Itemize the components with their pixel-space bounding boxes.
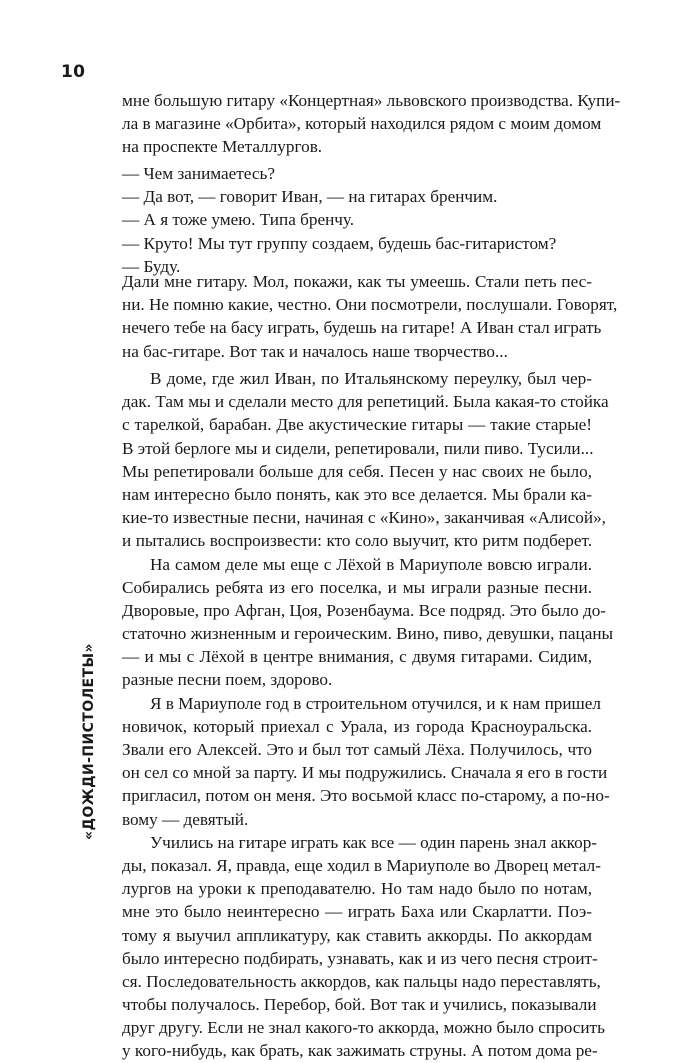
text-line: с тарелкой, барабан. Две акустические гитары — такие старые! — [122, 415, 592, 435]
text-line: Мы репетировали больше для себя. Песен у нас своих не было, — [122, 461, 592, 481]
text-line: кие-то известные песни, начиная с «Кино», заканчивая «Алисой», — [122, 508, 606, 528]
text-line: пригласил, потом он меня. Это восьмой класс по-старому, а по-но- — [122, 786, 610, 806]
text-line: у кого-нибудь, как брать, как зажимать струны. А потом дома ре- — [122, 1041, 598, 1061]
dialogue-line: — Чем занимаетесь? — [122, 164, 275, 183]
text-line: новичок, который приехал с Урала, из города Красноуральска. — [122, 716, 592, 736]
text-line: нечего тебе на басу играть, будешь на гитаре! А Иван стал играть — [122, 318, 602, 338]
text-line: Учились на гитаре играть как все — один парень знал аккор- — [150, 832, 598, 852]
text-line: и пытались воспроизвести: кто соло выучит, кто ритм подберет. — [122, 531, 592, 551]
text-line: статочно жизненным и героическим. Вино, пиво, девушки, пацаны — [122, 624, 614, 644]
text-line: ды, показал. Я, правда, еще ходил в Мариуполе во Дворец метал- — [122, 855, 601, 875]
text-line: на бас-гитаре. Вот так и началось наше творчество... — [122, 341, 508, 361]
text-line: На самом деле мы еще с Лёхой в Мариуполе вовсю играли. — [150, 554, 592, 574]
text-line: В доме, где жил Иван, по Итальянскому переулку, был чер- — [150, 369, 592, 388]
text-line: ся. Последовательность аккордов, как пальцы надо переставлять, — [122, 971, 601, 991]
text-line: Собирались ребята из его поселка, и мы играли разные песни. — [122, 577, 592, 597]
paragraph-guitar — [122, 270, 618, 363]
text-line: было интересно подбирать, узнавать, как и из чего песня строит- — [122, 948, 598, 968]
text-line: лургов на уроки к преподавателю. Но там надо было по нотам, — [122, 879, 592, 899]
text-line: дак. Там мы и сделали место для репетиций. Была какая-то стойка — [122, 392, 609, 412]
dialogue-line: — Буду. — [122, 256, 181, 276]
text-line: разные песни поем, здорово. — [122, 670, 333, 690]
text-line: друг другу. Если не знал какого-то аккорда, можно было спросить — [122, 1018, 605, 1038]
text-line: мне большую гитару «Концертная» львовского производства. Купи- — [122, 91, 621, 110]
text-line: на проспекте Металлургов. — [122, 137, 323, 157]
text-line: Я в Мариуполе год в строительном отучился, и к нам пришел — [150, 693, 602, 713]
text-line: ни. Не помню какие, честно. Они посмотрели, послушали. Говорят, — [122, 295, 618, 315]
page-number: 10 — [61, 62, 86, 82]
text-line: Дворовые, про Афган, Цоя, Розенбаума. Все подряд. Это было до- — [122, 600, 607, 620]
text-line: Дали мне гитару. Мол, покажи, как ты умеешь. Стали петь пес- — [122, 272, 592, 291]
text-line: он сел со мной за парту. И мы подружились. Сначала я его в гости — [122, 763, 608, 783]
text-line: тому я выучил аппликатуру, как ставить аккорды. По аккордам — [122, 925, 592, 945]
dialogue-line: — А я тоже умею. Типа бренчу. — [122, 210, 355, 230]
text-line: ла в магазине «Орбита», который находился рядом с моим домом — [122, 114, 602, 134]
dialogue-block — [122, 162, 592, 278]
text-line: чтобы получалось. Перебор, бой. Вот так и учились, показывали — [122, 995, 597, 1015]
text-line: вому — девятый. — [122, 809, 249, 829]
text-line: В этой берлоге мы и сидели, репетировали, пили пиво. Тусили... — [122, 438, 594, 458]
main-body — [122, 367, 614, 1063]
paragraph-continuation — [122, 89, 621, 159]
text-line: Звали его Алексей. Это и был тот самый Лёха. Получилось, что — [122, 740, 592, 759]
dialogue-line: — Круто! Мы тут группу создаем, будешь бас-гитаристом? — [122, 233, 557, 253]
text-line: — и мы с Лёхой в центре внимания, с двумя гитарами. Сидим, — [122, 647, 592, 667]
text-line: мне это было неинтересно — играть Баха или Скарлатти. Поэ- — [122, 902, 592, 922]
dialogue-line: — Да вот, — говорит Иван, — на гитарах бренчим. — [122, 187, 498, 207]
running-head: «ДОЖДИ-ПИСТОЛЕТЫ» — [81, 643, 97, 840]
text-line: нам интересно было понять, как это все делается. Мы брали ка- — [122, 484, 592, 504]
